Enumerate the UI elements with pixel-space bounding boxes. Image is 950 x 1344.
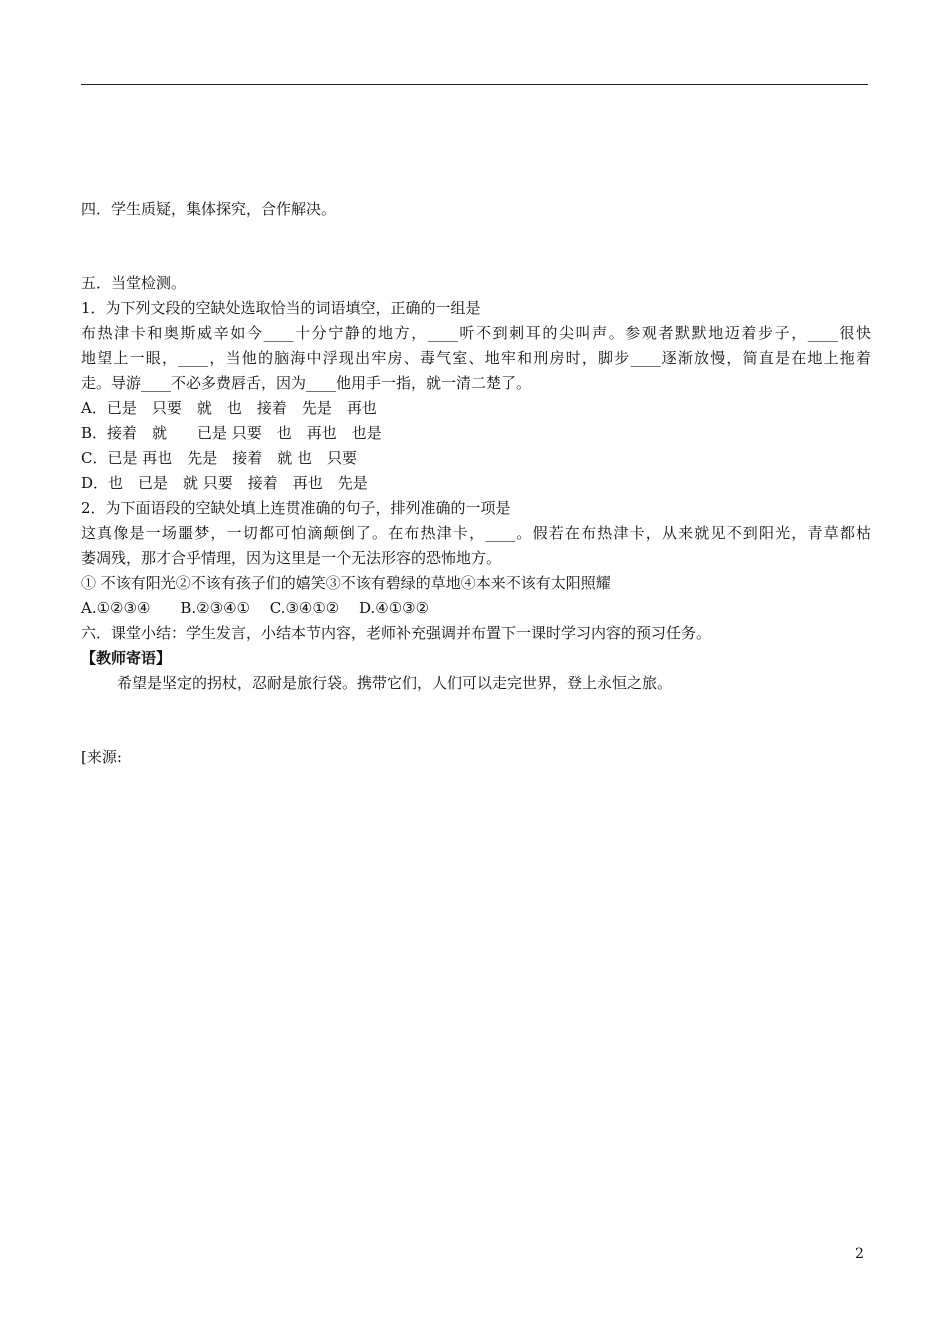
question-1-passage-line-2: 地望上一眼，____，当他的脑海中浮现出牢房、毒气室、地牢和刑房时，脚步____逐渐放慢，简直是在地上拖着 (81, 349, 871, 367)
question-1-passage-line-1: 布热津卡和奥斯威辛如今____十分宁静的地方，____听不到刺耳的尖叫声。参观者默默地迈着步子，____很快 (81, 324, 871, 342)
question-2-passage-line-2: 萎凋残，那才合乎情理，因为这里是一个无法形容的恐怖地方。 (81, 549, 502, 567)
question-1-option-d: D．也 已是 就 只要 接着 再也 先是 (81, 474, 368, 492)
question-1-passage-line-3: 走。导游____不必多费唇舌，因为____他用手一指，就一清二楚了。 (81, 374, 532, 392)
section-6-summary: 六．课堂小结：学生发言，小结本节内容，老师补充强调并布置下一课时学习内容的预习任务。 (81, 624, 712, 642)
question-1-option-b: B．接着 就 已是 只要 也 再也 也是 (81, 424, 382, 442)
teacher-message-heading: 【教师寄语】 (81, 649, 172, 667)
question-2-sentences: ① 不该有阳光②不该有孩子们的嬉笑③不该有碧绿的草地④本来不该有太阳照耀 (81, 574, 611, 592)
teacher-message-quote: 希望是坚定的拐杖，忍耐是旅行袋。携带它们，人们可以走完世界，登上永恒之旅。 (117, 674, 673, 692)
question-1-option-c: C．已是 再也 先是 接着 就 也 只要 (81, 449, 358, 467)
section-5-heading: 五．当堂检测。 (81, 274, 187, 292)
question-2-options: A.①②③④ B.②③④① C.③④①② D.④①③② (81, 599, 430, 617)
question-2-passage-line-1: 这真像是一场噩梦，一切都可怕滴颠倒了。在布热津卡，____。假若在布热津卡，从来就见不到阳光，青草都枯 (81, 524, 871, 542)
section-4-heading: 四．学生质疑，集体探究，合作解决。 (81, 200, 337, 218)
page-number: 2 (855, 1246, 864, 1262)
question-1-option-a: A．已是 只要 就 也 接着 先是 再也 (81, 399, 377, 417)
question-2-stem: 2．为下面语段的空缺处填上连贯准确的句子，排列准确的一项是 (81, 499, 511, 517)
source-fragment: [来源: (81, 748, 122, 766)
question-1-stem: 1．为下列文段的空缺处选取恰当的词语填空，正确的一组是 (81, 299, 481, 317)
header-rule (81, 84, 868, 85)
